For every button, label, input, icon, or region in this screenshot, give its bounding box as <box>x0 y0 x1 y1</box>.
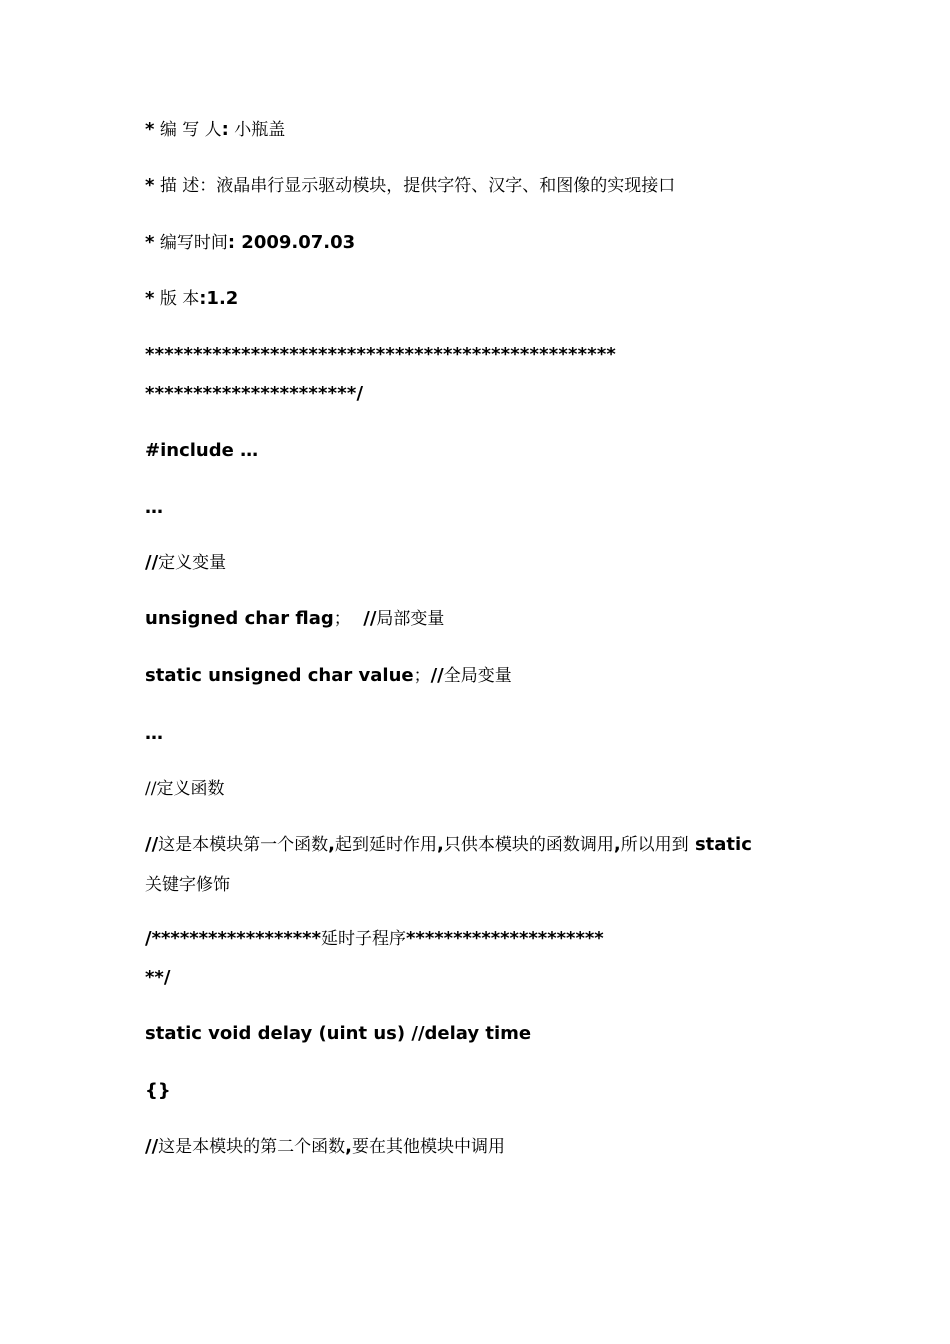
delay-func-line: static void delay (uint us) //delay time <box>145 1023 532 1044</box>
comment-slashes: // <box>430 665 444 686</box>
author-colon: : <box>221 119 229 140</box>
comment-star: * <box>145 288 155 309</box>
description-label: 描 述： <box>154 176 217 196</box>
braces-line: {} <box>145 1080 171 1101</box>
comment-slashes: // <box>145 834 159 855</box>
comment-text: 全局变量 <box>443 666 512 686</box>
ellipsis-line-1: … <box>145 497 163 518</box>
comment-text: 这是本模块的第二个函数 <box>158 1137 346 1157</box>
var-value-code: static unsigned char value <box>145 665 414 686</box>
author-value: 小瓶盖 <box>228 120 286 140</box>
banner-stars-right: ********************* <box>406 928 604 949</box>
comma: , <box>437 834 444 855</box>
description-value: 液晶串行显示驱动模块，提供字符、汉字、和图像的实现接口 <box>216 176 676 196</box>
comment-text: 要在其他模块中调用 <box>352 1137 505 1157</box>
var-value-line <box>145 664 825 688</box>
comma: , <box>345 1136 352 1157</box>
comment-slashes: // <box>350 608 377 629</box>
semicolon: ； <box>413 666 431 686</box>
second-func-comment <box>145 1135 825 1159</box>
comment-text: 只供本模块的函数调用 <box>443 835 614 855</box>
comment-star: * <box>145 119 155 140</box>
first-func-comment-cont: 关键字修饰 <box>145 875 230 895</box>
var-flag-line <box>145 607 825 631</box>
date-value: : 2009.07.03 <box>227 232 356 253</box>
comment-slashes: // <box>145 552 159 573</box>
banner-text: 延时子程序 <box>321 929 407 949</box>
version-value: :1.2 <box>199 288 239 309</box>
define-funcs-comment: //定义函数 <box>145 779 225 799</box>
include-line: #include … <box>145 440 259 461</box>
define-vars-comment <box>145 551 825 575</box>
date-line <box>145 231 825 255</box>
var-flag-code: unsigned char flag <box>145 608 334 629</box>
comment-slashes: // <box>145 1136 159 1157</box>
comment-star: * <box>145 175 155 196</box>
author-line <box>145 118 825 142</box>
delay-banner-cont: **/ <box>145 967 171 988</box>
comment-text: 这是本模块第一个函数 <box>158 835 329 855</box>
author-label: 编 写 人 <box>154 120 222 140</box>
version-line <box>145 287 825 311</box>
description-line <box>145 174 825 198</box>
comment-text: 所以用到 <box>620 835 689 855</box>
date-label: 编写时间 <box>154 233 228 253</box>
semicolon: ； <box>333 609 351 629</box>
comment-text: 定义变量 <box>158 553 227 573</box>
banner-stars-left: /****************** <box>145 928 322 949</box>
stars-line-2: **********************/ <box>145 383 364 404</box>
static-keyword: static <box>688 834 752 855</box>
comment-text: 起到延时作用 <box>335 835 437 855</box>
comma: , <box>328 834 335 855</box>
comma: , <box>613 834 621 855</box>
stars-line-1: ************************************************* <box>145 344 617 365</box>
comment-text: 局部变量 <box>376 609 445 629</box>
delay-banner-line <box>145 927 825 951</box>
first-func-comment <box>145 833 825 857</box>
version-label: 版 本 <box>154 289 200 309</box>
comment-star: * <box>145 232 155 253</box>
ellipsis-line-2: … <box>145 723 163 744</box>
